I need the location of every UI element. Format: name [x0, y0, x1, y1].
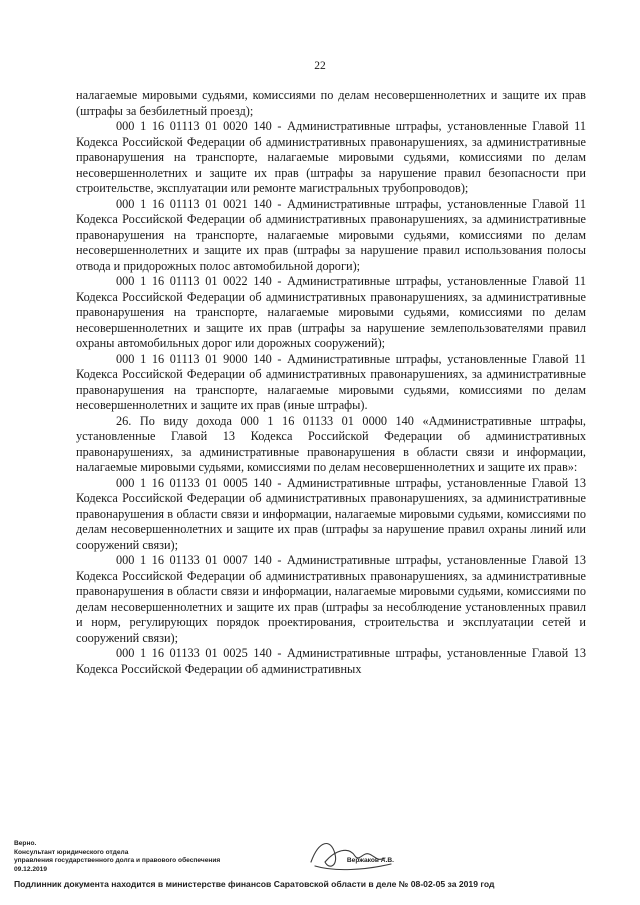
paragraph: 26. По виду дохода 000 1 16 01133 01 0000 140 «Административные штрафы, установленные Главой 13 Кодекса Российской Федерации об административных правонарушениях, за административные правонарушения в области связи и информации, налагаемые мировыми судьями, комиссиями по делам несовершеннолетних и защите их прав»: — [76, 413, 586, 474]
paragraph: 000 1 16 01133 01 0025 140 - Административные штрафы, установленные Главой 13 Кодекса Российской Федерации об административных — [76, 646, 586, 676]
paragraph: 000 1 16 01133 01 0007 140 - Административные штрафы, установленные Главой 13 Кодекса Российской Федерации об административных правонарушениях, за административные правонарушения в области связи и информации, налагаемые мировыми судьями, комиссиями по делам несовершеннолетних и защите их прав (штрафы за несоблюдение установленных правил и норм, регулирующих порядок проектирования, строительства и эксплуатации сетей и сооружений связи); — [76, 553, 586, 645]
paragraph: 000 1 16 01113 01 0022 140 - Административные штрафы, установленные Главой 11 Кодекса Российской Федерации об административных правонарушениях, за административные правонарушения на транспорте, налагаемые мировыми судьями, комиссиями по делам несовершеннолетних и защите их прав (штрафы за нарушение землепользователями правил охраны автомобильных дорог или дорожных сооружений); — [76, 274, 586, 350]
certification-block — [14, 840, 614, 874]
certification-position: Консультант юридического отдела — [14, 848, 129, 856]
certification-position-row — [14, 849, 394, 858]
certification-date: 09.12.2019 — [14, 865, 48, 873]
paragraph: 000 1 16 01113 01 0020 140 - Административные штрафы, установленные Главой 11 Кодекса Российской Федерации об административных правонарушениях, за административные правонарушения на транспорте, налагаемые мировыми судьями, комиссиями по делам несовершеннолетних и защите их прав (штрафы за нарушение правил безопасности при строительстве, эксплуатации или ремонте магистральных трубопроводов); — [76, 119, 586, 195]
paragraph: 000 1 16 01133 01 0005 140 - Административные штрафы, установленные Главой 13 Кодекса Российской Федерации об административных правонарушениях, за административные правонарушения в области связи и информации, налагаемые мировыми судьями, комиссиями по делам несовершеннолетних и защите их прав (штрафы за нарушение правил охраны линий или сооружений связи); — [76, 475, 586, 552]
page-number: 22 — [314, 60, 326, 72]
paragraph: 000 1 16 01113 01 0021 140 - Административные штрафы, установленные Главой 11 Кодекса Российской Федерации об административных правонарушениях, за административные правонарушения на транспорте, налагаемые мировыми судьями, комиссиями по делам несовершеннолетних и защите их прав (штрафы за нарушение правил использования полосы отвода и придорожных полос автомобильной дороги); — [76, 196, 586, 273]
certification-verno: Верно. — [14, 840, 37, 847]
original-location-note: Подлинник документа находится в министерстве финансов Саратовской области в деле № 08-02-05 за 2019 год — [14, 879, 495, 889]
body-text — [76, 88, 586, 677]
certification-department-row — [14, 857, 394, 866]
paragraph: 000 1 16 01113 01 9000 140 - Административные штрафы, установленные Главой 11 Кодекса Российской Федерации об административных правонарушениях, за административные правонарушения на транспорте, налагаемые мировыми судьями, комиссиями по делам несовершеннолетних и защите их прав (иные штрафы). — [76, 351, 586, 412]
certification-signer: Вержаков А.В. — [346, 857, 394, 864]
paragraph: налагаемые мировыми судьями, комиссиями по делам несовершеннолетних и защите их прав (штрафы за безбилетный проезд); — [76, 88, 586, 118]
certification-department: управления государственного долга и правового обеспечения — [14, 857, 221, 864]
